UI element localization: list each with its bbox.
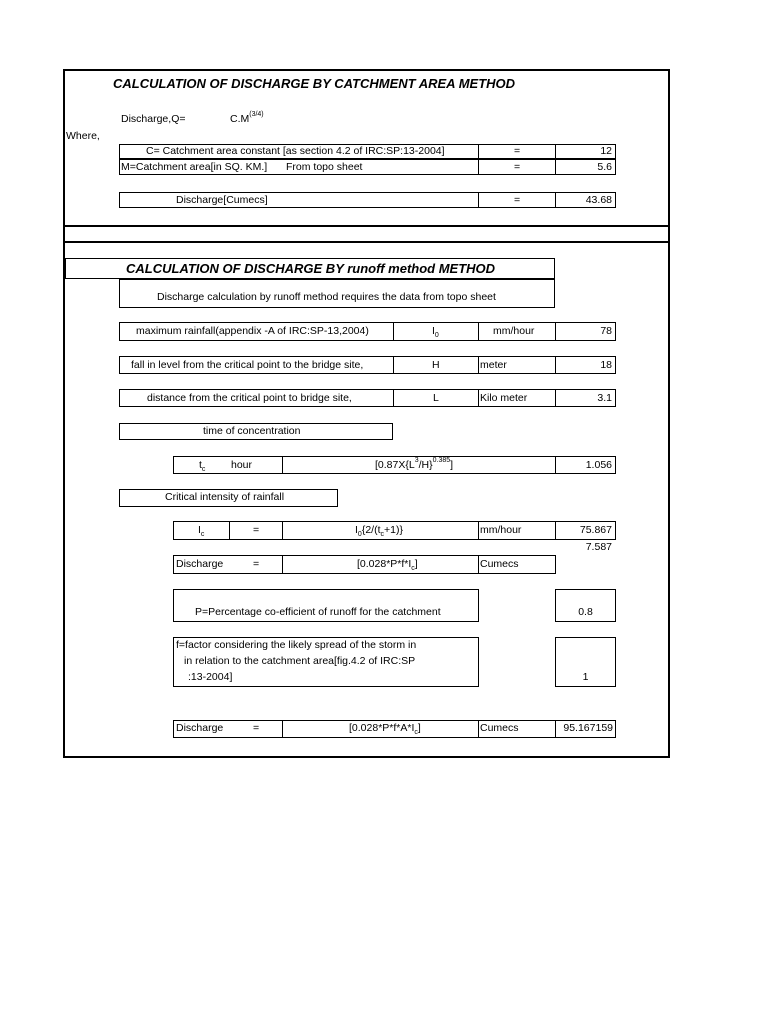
tc-div1 bbox=[282, 456, 283, 474]
discharge2-label: Discharge bbox=[176, 722, 224, 734]
fall-label: fall in level from the critical point to the bridge site, bbox=[131, 359, 364, 371]
distance-value: 3.1 bbox=[597, 392, 612, 404]
tc-formula-sup1: 3 bbox=[414, 457, 419, 464]
tc-symbol bbox=[199, 460, 205, 471]
ic-formula-a: I bbox=[355, 524, 358, 536]
discharge1-formula-b: ] bbox=[414, 558, 418, 570]
tc-symbol-sub: c bbox=[201, 465, 206, 473]
m-value: 5.6 bbox=[597, 161, 612, 173]
formula-label: Discharge,Q= bbox=[121, 113, 186, 125]
fall-div2 bbox=[478, 356, 479, 374]
distance-div1 bbox=[393, 389, 394, 407]
distance-symbol: L bbox=[433, 392, 439, 404]
discharge2-formula-b: ] bbox=[417, 722, 421, 734]
tc-formula-b: /H} bbox=[418, 459, 433, 471]
p-value: 0.8 bbox=[578, 606, 593, 618]
m-note: From topo sheet bbox=[286, 161, 363, 173]
section2-title: CALCULATION OF DISCHARGE BY runoff method METHOD bbox=[126, 261, 496, 276]
formula-exponent: (3/4) bbox=[249, 111, 264, 118]
distance-unit: Kilo meter bbox=[480, 392, 528, 404]
intro-text: Discharge calculation by runoff method requires the data from topo sheet bbox=[157, 291, 496, 303]
formula bbox=[230, 111, 264, 125]
discharge1-formula-a: [0.028*P*f*I bbox=[357, 558, 412, 570]
q-eq: = bbox=[514, 194, 521, 206]
f-line2: in relation to the catchment area[fig.4.2 of IRC:SP bbox=[184, 655, 416, 667]
ic-formula-c: +1)} bbox=[384, 524, 403, 536]
distance-div2 bbox=[478, 389, 479, 407]
ic-formula-sub1: 0 bbox=[357, 530, 362, 538]
rainfall-label: maximum rainfall(appendix -A of IRC:SP-13,2004) bbox=[136, 325, 369, 337]
tc-formula bbox=[375, 457, 454, 471]
ic-extra-value: 7.587 bbox=[585, 541, 612, 553]
fall-symbol: H bbox=[432, 359, 440, 371]
rainfall-symbol-main: I bbox=[432, 325, 435, 337]
ic-eq: = bbox=[253, 524, 260, 536]
dis1-div2 bbox=[478, 555, 479, 574]
q-row-div1 bbox=[478, 192, 479, 208]
dis2-div1 bbox=[282, 720, 283, 738]
ic-div3 bbox=[478, 521, 479, 540]
ic-formula-b: {2/(t bbox=[361, 524, 381, 536]
discharge1-formula-sub: c bbox=[411, 564, 415, 572]
discharge2-value: 95.167159 bbox=[563, 722, 613, 734]
rainfall-value: 78 bbox=[600, 325, 612, 337]
discharge1-unit: Cumecs bbox=[480, 558, 519, 570]
discharge2-eq: = bbox=[253, 722, 260, 734]
discharge2-formula bbox=[349, 723, 421, 734]
tc-value: 1.056 bbox=[585, 459, 612, 471]
fall-div1 bbox=[393, 356, 394, 374]
q-label: Discharge[Cumecs] bbox=[176, 194, 268, 206]
gap-left-border bbox=[63, 226, 65, 242]
rainfall-symbol bbox=[432, 326, 439, 337]
gap-right-border bbox=[668, 226, 670, 242]
c-value: 12 bbox=[600, 145, 612, 157]
ic-unit: mm/hour bbox=[480, 524, 522, 536]
ic-formula-sub2: c bbox=[380, 530, 385, 538]
ic-formula bbox=[355, 525, 403, 536]
rainfall-unit: mm/hour bbox=[493, 325, 535, 337]
rainfall-div2 bbox=[478, 322, 479, 341]
m-eq: = bbox=[514, 161, 521, 173]
discharge2-unit: Cumecs bbox=[480, 722, 519, 734]
ic-symbol-main: I bbox=[198, 524, 201, 536]
ci-label: Critical intensity of rainfall bbox=[165, 491, 285, 503]
tc-unit: hour bbox=[231, 459, 253, 471]
tc-formula-c: ] bbox=[450, 459, 454, 471]
c-label: C= Catchment area constant [as section 4.2 of IRC:SP:13-2004] bbox=[146, 145, 445, 157]
rainfall-symbol-sub: 0 bbox=[434, 331, 439, 339]
m-label: M=Catchment area[in SQ. KM.] bbox=[121, 161, 268, 173]
tc-formula-a: [0.87X{L bbox=[375, 459, 415, 471]
discharge1-label: Discharge bbox=[176, 558, 224, 570]
formula-base: C.M bbox=[230, 113, 250, 125]
where-label: Where, bbox=[66, 130, 100, 142]
tc-formula-sup2: 0.385 bbox=[432, 457, 451, 464]
f-line3: :13-2004] bbox=[188, 671, 233, 683]
m-row-div1 bbox=[478, 159, 479, 175]
ic-symbol-sub: c bbox=[200, 530, 205, 538]
rainfall-div1 bbox=[393, 322, 394, 341]
p-label: P=Percentage co-efficient of runoff for the catchment bbox=[195, 606, 441, 618]
fall-value: 18 bbox=[600, 359, 612, 371]
f-line1: f=factor considering the likely spread of the storm in bbox=[176, 639, 417, 651]
tc-symbol-main: t bbox=[199, 459, 202, 471]
section1-title: CALCULATION OF DISCHARGE BY CATCHMENT AREA METHOD bbox=[113, 76, 516, 91]
dis2-div2 bbox=[478, 720, 479, 738]
distance-label: distance from the critical point to bridge site, bbox=[147, 392, 352, 404]
ic-value: 75.867 bbox=[579, 524, 612, 536]
f-value: 1 bbox=[582, 671, 589, 683]
c-eq: = bbox=[514, 145, 521, 157]
c-row-div1 bbox=[478, 144, 479, 159]
fall-unit: meter bbox=[480, 359, 507, 371]
discharge1-formula bbox=[357, 559, 418, 570]
dis1-div1 bbox=[282, 555, 283, 574]
toc-label: time of concentration bbox=[203, 425, 301, 437]
ic-symbol bbox=[198, 525, 204, 536]
ic-div2 bbox=[282, 521, 283, 540]
q-value: 43.68 bbox=[585, 194, 612, 206]
discharge1-eq: = bbox=[253, 558, 260, 570]
discharge2-formula-sub: c bbox=[414, 728, 418, 736]
discharge2-formula-a: [0.028*P*f*A*I bbox=[349, 722, 415, 734]
ic-div1 bbox=[229, 521, 230, 540]
